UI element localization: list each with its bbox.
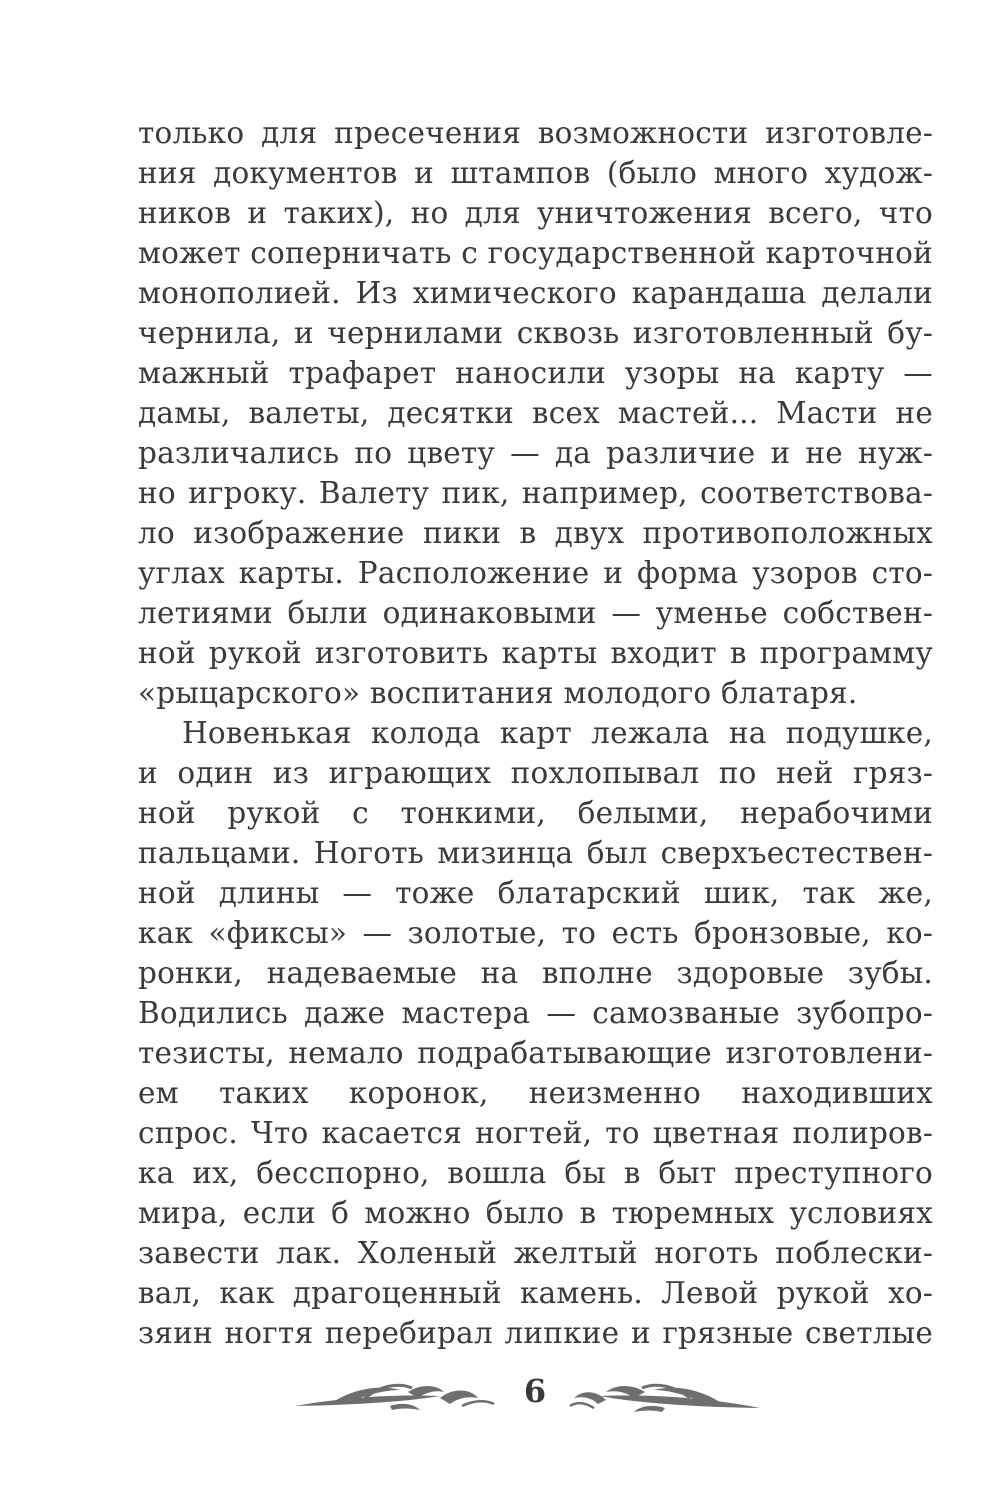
text-line: ной длины — тоже блатарский шик, так же, (138, 876, 933, 910)
text-line: зяин ногтя перебирал липкие и грязные светлые (138, 1316, 933, 1350)
body-text (138, 113, 933, 1353)
text-line: тезисты, немало подрабатывающие изготовлени- (138, 1036, 933, 1070)
text-line: ния документов и штампов (было много худож- (138, 156, 933, 190)
text-line: только для пресечения возможности изготовле- (138, 116, 933, 150)
text-line: Водились даже мастера — самозваные зубопро- (138, 996, 933, 1030)
text-line: «рыцарского» воспитания молодого блатаря. (138, 676, 858, 710)
text-line: как «фиксы» — золотые, то есть бронзовые, ко- (138, 916, 933, 950)
text-line: может соперничать с государственной карточной (138, 236, 933, 270)
text-line: ронки, надеваемые на вполне здоровые зубы. (138, 956, 933, 990)
paragraph-2 (138, 713, 933, 1353)
text-line: чернила, и чернилами сквозь изготовленный бу- (138, 316, 933, 350)
text-line: завести лак. Холеный желтый ноготь поблески- (138, 1236, 933, 1270)
page-number: 6 (523, 1372, 547, 1410)
text-line: углах карты. Расположение и форма узоров сто- (138, 556, 933, 590)
text-line: пальцами. Ноготь мизинца был сверхъестествен- (138, 836, 933, 870)
text-line: монополией. Из химического карандаша делали (138, 276, 933, 310)
text-line: дамы, валеты, десятки всех мастей... Масти не (138, 396, 933, 430)
text-line: мира, если б можно было в тюремных условиях (138, 1196, 933, 1230)
text-line: ников и таких), но для уничтожения всего, что (138, 196, 933, 230)
text-line: различались по цвету — да различие и не нуж- (138, 436, 933, 470)
text-line: ка их, бесспорно, вошла бы в быт преступного (138, 1156, 933, 1190)
text-line: Новенькая колода карт лежала на подушке, (182, 716, 933, 750)
text-line: ем таких коронок, неизменно находивших (138, 1076, 933, 1110)
text-line: но игроку. Валету пик, например, соответствова- (138, 476, 933, 510)
paragraph-1 (138, 113, 933, 713)
right-flourish-icon (570, 1385, 760, 1412)
text-line: и один из играющих похлопывал по ней гряз- (138, 756, 933, 790)
text-line: летиями были одинаковыми — уменье собствен- (138, 596, 933, 630)
page-footer (0, 1368, 1000, 1428)
text-line: спрос. Что касается ногтей, то цветная полиров- (138, 1116, 933, 1150)
text-line: вал, как драгоценный камень. Левой рукой хо- (138, 1276, 933, 1310)
text-line: ло изображение пики в двух противоположных (138, 516, 933, 550)
text-line: ной рукой с тонкими, белыми, нерабочими (138, 796, 933, 830)
text-line: мажный трафарет наносили узоры на карту — (138, 356, 933, 390)
left-flourish-icon (295, 1385, 494, 1410)
text-line: ной рукой изготовить карты входит в программу (138, 636, 933, 670)
